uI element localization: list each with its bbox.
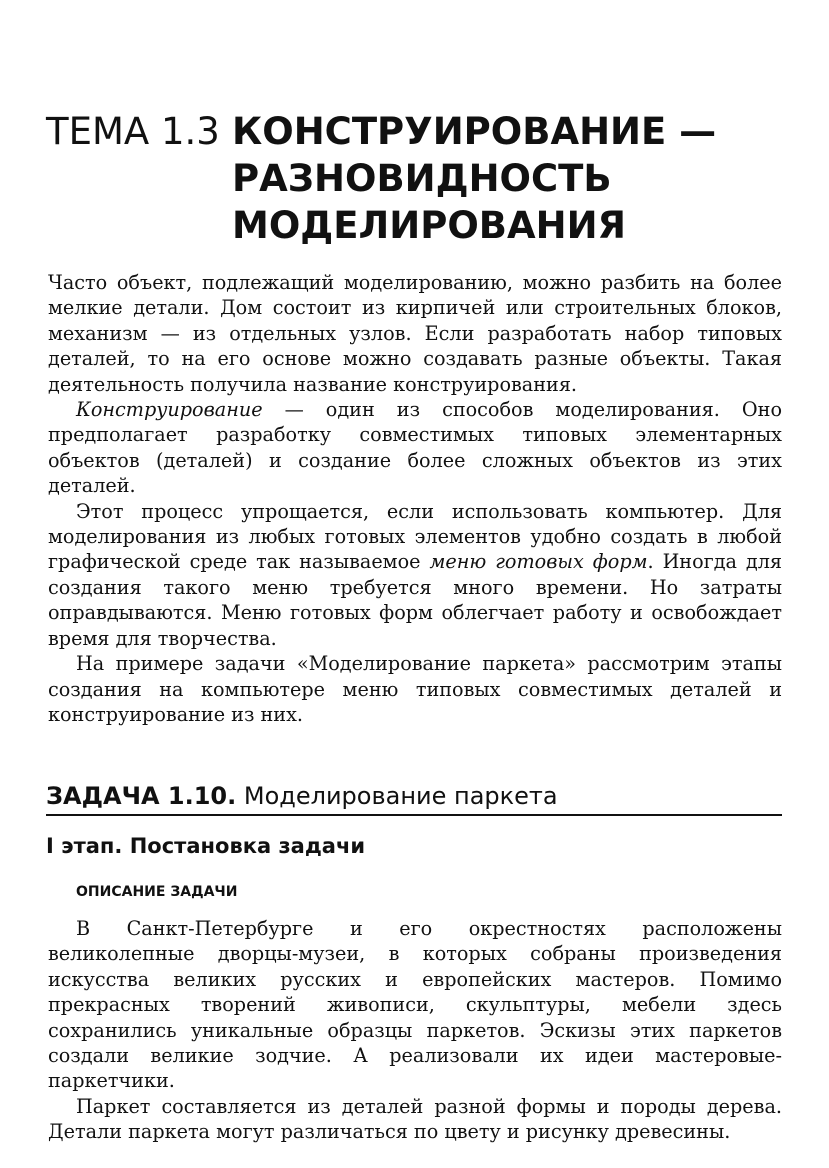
paragraph <box>48 499 782 651</box>
stage-heading: I этап. Постановка задачи <box>46 834 366 858</box>
paragraph <box>48 397 782 499</box>
paragraph: В Санкт-Петербурге и его окрестностях расположены великолепные дворцы-музеи, в которых собраны произведения искусства великих русских и европейских мастеров. Помимо прекрасных творений живописи, скульптуры, мебели здесь сохранились уникальные образцы паркетов. Эскизы этих паркетов создали великие зодчие. А реализовали их идеи мастеровые-паркетчики. <box>48 917 782 1093</box>
paragraph: На примере задачи «Моделирование паркета» рассмотрим этапы создания на компьютере меню типовых совместимых деталей и конструирование из них. <box>48 652 782 726</box>
paragraph: Паркет составляется из деталей разной формы и породы дерева. Детали паркета могут различаться по цвету и рисунку древесины. <box>48 1094 782 1144</box>
topic-number: ТЕМА 1.3 <box>46 110 220 153</box>
task-number: ЗАДАЧА 1.10. <box>46 782 237 810</box>
paragraph-text: . Иногда для создания такого меню требуется много времени. Но затраты оправдываются. Меню готовых форм облегчает работу и освобождает время для творчества. <box>48 550 782 650</box>
task-heading <box>46 780 782 816</box>
topic-title-line: МОДЕЛИРОВАНИЯ <box>232 204 627 247</box>
topic-heading <box>46 108 786 249</box>
description-heading: ОПИСАНИЕ ЗАДАЧИ <box>76 884 238 900</box>
term-construction: Конструирование <box>76 398 263 422</box>
task-title: Моделирование паркета <box>236 782 558 810</box>
paragraph-text: — один из способов моделирования. Оно предполагает разработку совместимых типовых элементарных объектов (деталей) и создание более сложных объектов из этих деталей. <box>48 398 782 498</box>
description-text <box>48 916 782 1145</box>
topic-title <box>232 108 716 249</box>
intro-text <box>48 270 782 727</box>
topic-title-line: КОНСТРУИРОВАНИЕ — <box>232 110 717 153</box>
paragraph: Часто объект, подлежащий моделированию, можно разбить на более мелкие детали. Дом состоит из кирпичей или строительных блоков, механизм — из отдельных узлов. Если разработать набор типовых деталей, то на его основе можно создавать разные объекты. Такая деятельность получила название конструирования. <box>48 271 782 396</box>
paragraph-text: Этот процесс упрощается, если использовать компьютер. Для моделирования из любых готовых элементов удобно создать в любой графической среде так называемое <box>48 499 782 574</box>
term-menu-of-forms: меню готовых форм <box>429 550 648 574</box>
topic-title-line: РАЗНОВИДНОСТЬ <box>232 157 612 200</box>
